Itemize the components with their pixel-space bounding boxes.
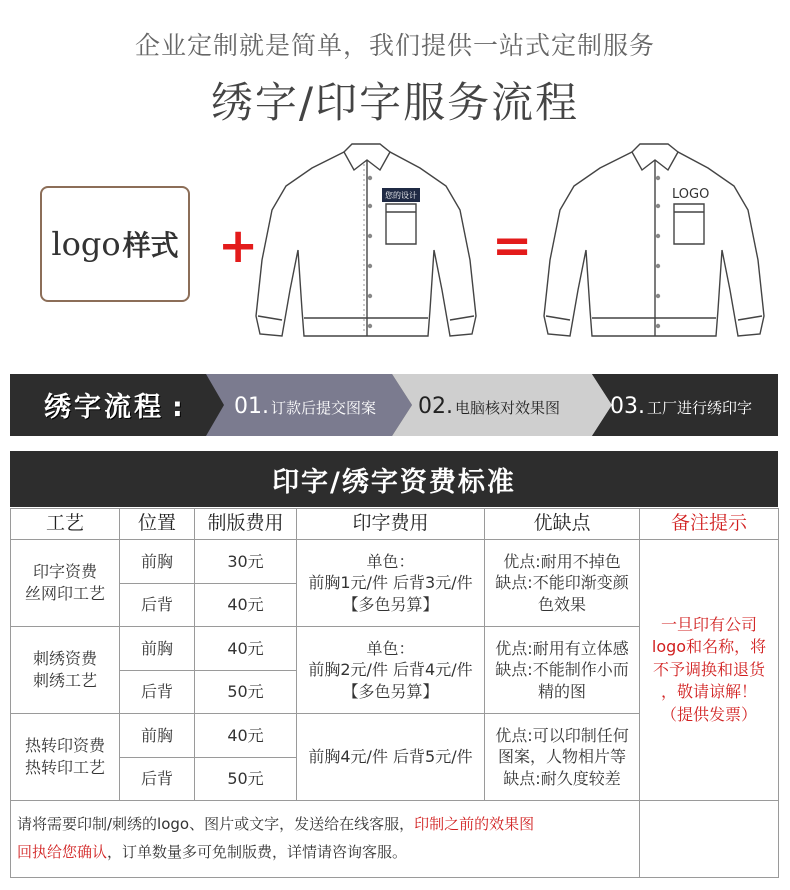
process-step-2 — [418, 394, 560, 419]
shirt2-logo-tag: LOGO — [672, 187, 710, 202]
craft-process: 丝网印工艺 — [24, 584, 105, 603]
pros-cons-line: 缺点:不能制作小而 — [495, 660, 629, 680]
fee-table-header-row — [11, 509, 779, 540]
print-fee-line: 单色： — [366, 551, 415, 571]
header-position: 位置 — [120, 509, 195, 540]
pros-cons-line: 精的图 — [537, 681, 586, 701]
position-cell: 后背 — [120, 671, 195, 714]
table-footer-row — [11, 801, 779, 878]
remark-line: （提供发票） — [660, 704, 757, 724]
fee-table-title: 印字/绣字资费标准 — [272, 467, 516, 498]
page-title: 绣字/印字服务流程 — [210, 78, 580, 127]
craft-name: 热转印资费 — [24, 736, 105, 756]
step1-number: 01. — [234, 394, 269, 419]
remark-line: 不予调换和退货 — [652, 659, 765, 679]
table-row — [11, 540, 779, 584]
pros-cons-line: 缺点:耐久度较差 — [503, 768, 621, 788]
pros-cons-line: 色效果 — [537, 594, 586, 614]
footer-note — [11, 801, 640, 878]
footer-highlight: 回执给您确认 — [17, 843, 108, 861]
step3-number: 03. — [610, 394, 645, 419]
pros-cons-cell — [485, 627, 640, 714]
print-fee-line: 单色： — [366, 638, 415, 658]
process-flow-title — [44, 385, 186, 424]
logo-sample-box — [40, 186, 190, 302]
plate-fee-cell: 50元 — [195, 758, 297, 801]
pros-cons-line: 优点:可以印制任何 — [495, 725, 629, 745]
plate-fee-cell: 40元 — [195, 584, 297, 627]
position-cell: 后背 — [120, 758, 195, 801]
remark-line: 一旦印有公司 — [660, 615, 757, 635]
header-craft: 工艺 — [11, 509, 120, 540]
footer-highlight: 印制之前的效果图 — [414, 815, 535, 834]
craft-name: 印字资费 — [32, 562, 97, 582]
header-pros-cons: 优缺点 — [485, 509, 640, 540]
process-flow-colon: : — [172, 392, 186, 423]
footer-empty-cell — [640, 801, 779, 878]
shirt-with-design-illustration — [252, 140, 482, 350]
pros-cons-line: 优点:耐用有立体感 — [495, 638, 629, 658]
plate-fee-cell: 50元 — [195, 671, 297, 714]
pros-cons-line: 优点:耐用不掉色 — [503, 551, 621, 571]
position-cell: 前胸 — [120, 540, 195, 584]
pros-cons-cell — [485, 540, 640, 627]
print-fee-cell — [297, 714, 485, 801]
step3-text: 工厂进行绣印字 — [647, 399, 753, 417]
craft-name: 刺绣资费 — [32, 649, 97, 669]
craft-process: 热转印工艺 — [24, 758, 105, 777]
header-print-fee: 印字费用 — [297, 509, 485, 540]
header-plate-fee: 制版费用 — [195, 509, 297, 540]
remark-line: logo和名称，将 — [651, 637, 767, 657]
craft-cell — [11, 540, 120, 627]
logo-sample-cn: 样式 — [122, 229, 179, 262]
print-fee-cell — [297, 540, 485, 627]
step2-text: 电脑核对效果图 — [455, 399, 561, 417]
footer-text: 请将需要印制/刺绣的logo、图片或文字，发送给在线客服， — [17, 815, 415, 834]
position-cell: 前胸 — [120, 714, 195, 758]
logo-sample-latin: logo — [51, 225, 121, 263]
pros-cons-line: 缺点:不能印渐变颜 — [495, 573, 629, 593]
print-fee-cell — [297, 627, 485, 714]
plus-sign: + — [218, 218, 259, 274]
process-step-3 — [610, 394, 752, 419]
print-fee-line: 前胸2元/件 后背4元/件 — [308, 660, 473, 680]
fee-table — [10, 508, 779, 878]
craft-cell — [11, 714, 120, 801]
print-fee-line: 【多色另算】 — [342, 594, 439, 614]
process-step-1 — [234, 394, 376, 419]
shirt1-design-tag: 您的设计 — [385, 191, 417, 200]
remark-line: ，敬请谅解！ — [660, 682, 757, 702]
plate-fee-cell: 30元 — [195, 540, 297, 584]
page-subtitle: 企业定制就是简单，我们提供一站式定制服务 — [134, 31, 655, 60]
pros-cons-cell — [485, 714, 640, 801]
position-cell: 前胸 — [120, 627, 195, 671]
remark-cell — [640, 540, 779, 801]
header-remark: 备注提示 — [640, 509, 779, 540]
equals-sign: = — [492, 218, 533, 274]
process-flow-title-text: 绣字流程 — [44, 392, 164, 423]
craft-process: 刺绣工艺 — [32, 671, 97, 690]
pros-cons-line: 图案，人物相片等 — [497, 747, 626, 767]
shirt-with-logo-illustration — [540, 140, 770, 350]
footer-text: ，订单数量多可免制版费，详情请咨询客服。 — [107, 843, 408, 861]
print-fee-line: 【多色另算】 — [342, 681, 439, 701]
step2-number: 02. — [418, 394, 453, 419]
craft-cell — [11, 627, 120, 714]
step1-text: 订款后提交图案 — [271, 399, 377, 417]
print-fee-line: 前胸4元/件 后背5元/件 — [308, 747, 473, 767]
plate-fee-cell: 40元 — [195, 627, 297, 671]
print-fee-line: 前胸1元/件 后背3元/件 — [308, 573, 473, 593]
plate-fee-cell: 40元 — [195, 714, 297, 758]
position-cell: 后背 — [120, 584, 195, 627]
